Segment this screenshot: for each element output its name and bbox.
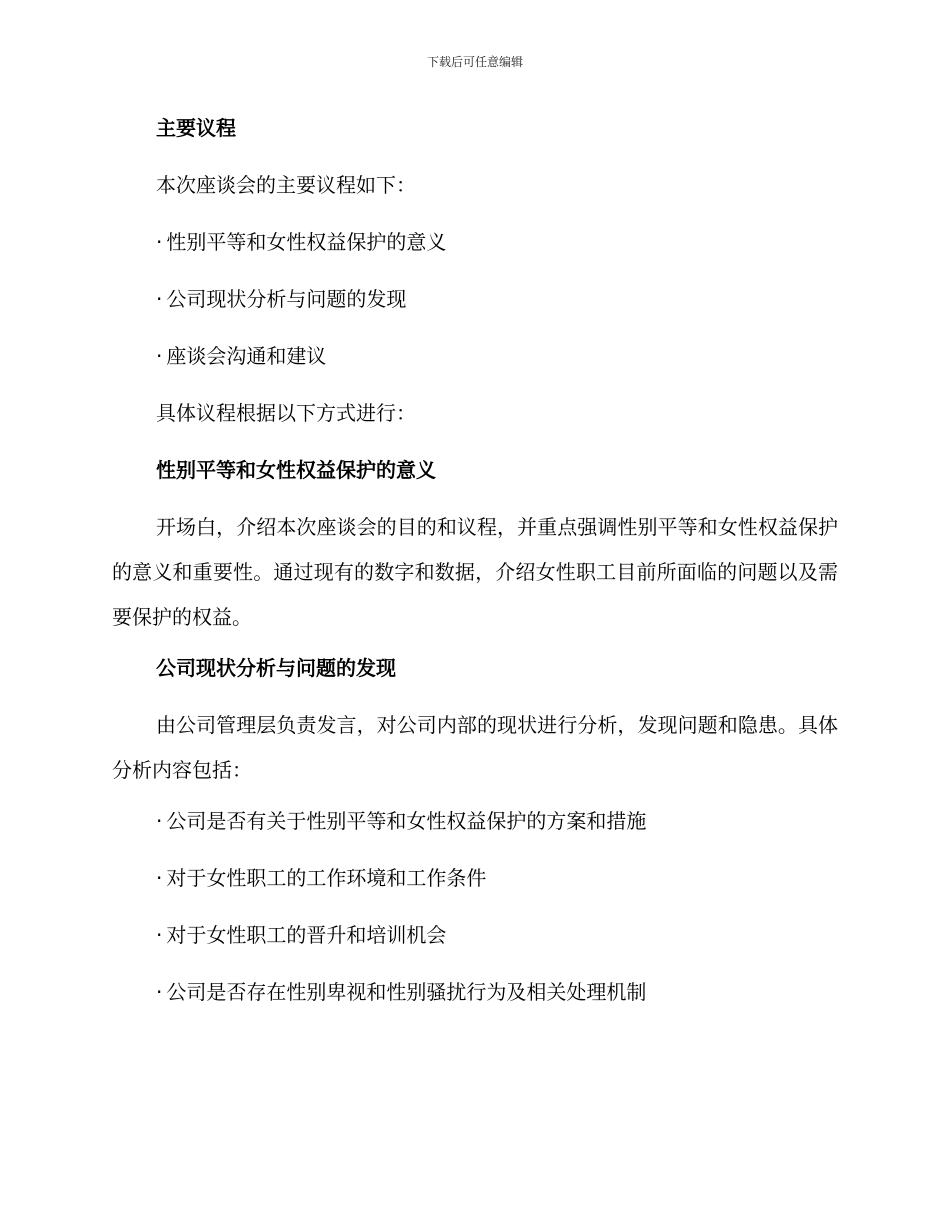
bullet-icon: · (156, 923, 163, 947)
agenda-item-text: 座谈会沟通和建议 (166, 344, 327, 368)
analysis-item-text: 公司是否有关于性别平等和女性权益保护的方案和措施 (166, 809, 647, 833)
analysis-item (156, 805, 838, 837)
section2-heading: 公司现状分析与问题的发现 (156, 656, 396, 680)
bullet-icon: · (156, 344, 163, 368)
analysis-item-text: 对于女性职工的工作环境和工作条件 (166, 866, 487, 890)
agenda-item-text: 公司现状分析与问题的发现 (166, 287, 407, 311)
agenda-item (156, 340, 838, 372)
agenda-item (156, 226, 838, 258)
bullet-icon: · (156, 287, 163, 311)
analysis-item-text: 对于女性职工的晋升和培训机会 (166, 923, 447, 947)
section1-body: 开场白，介绍本次座谈会的目的和议程，并重点强调性别平等和女性权益保护的意义和重要性。通过现有的数字和数据，介绍女性职工目前所面临的问题以及需要保护的权益。 (112, 515, 838, 629)
agenda-method: 具体议程根据以下方式进行： (156, 401, 416, 425)
bullet-icon: · (156, 980, 163, 1004)
bullet-icon: · (156, 866, 163, 890)
header-note: 下载后可任意编辑 (426, 55, 523, 69)
section1-heading: 性别平等和女性权益保护的意义 (156, 458, 436, 482)
bullet-icon: · (156, 230, 163, 254)
agenda-item (156, 283, 838, 315)
analysis-item (156, 976, 838, 1008)
analysis-item-text: 公司是否存在性别卑视和性别骚扰行为及相关处理机制 (166, 980, 647, 1004)
section2-body: 由公司管理层负责发言，对公司内部的现状进行分析，发现问题和隐患。具体分析内容包括： (112, 713, 838, 782)
analysis-item (156, 862, 838, 894)
agenda-heading: 主要议程 (156, 116, 236, 140)
analysis-item (156, 919, 838, 951)
bullet-icon: · (156, 809, 163, 833)
agenda-item-text: 性别平等和女性权益保护的意义 (166, 230, 447, 254)
document-content (112, 112, 838, 1033)
agenda-intro: 本次座谈会的主要议程如下： (156, 173, 416, 197)
